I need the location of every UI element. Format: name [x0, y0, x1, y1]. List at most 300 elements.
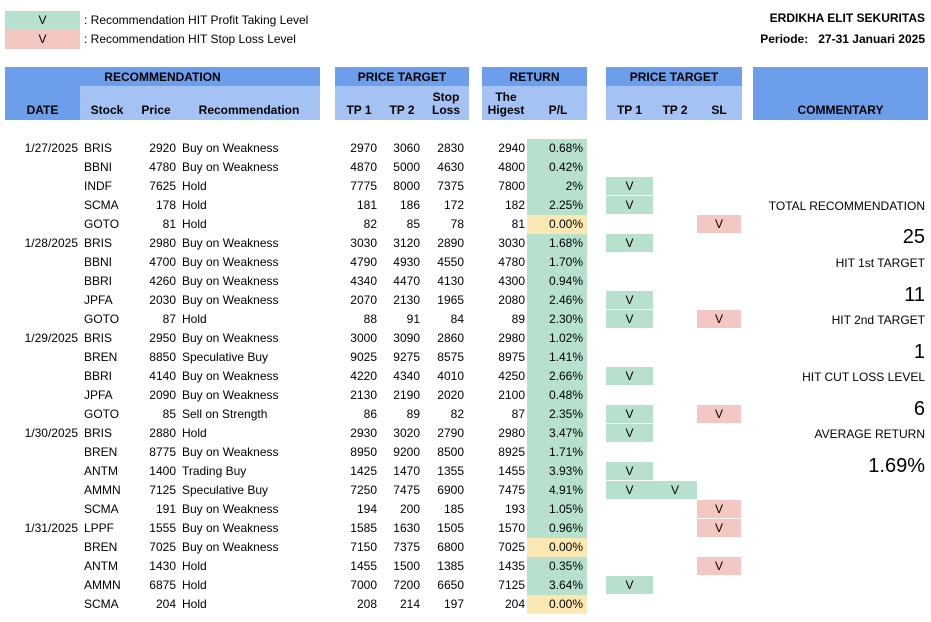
cell-tp1: 7150	[350, 540, 377, 554]
cell-pl: 0.35%	[527, 557, 587, 576]
cell-price: 81	[162, 217, 176, 231]
table-row	[0, 272, 931, 291]
cell-hit-tp1	[606, 348, 653, 367]
period-value: 27-31 Januari 2025	[818, 32, 925, 46]
cell-highest: 8975	[498, 350, 525, 364]
cell-hit-sl	[697, 177, 741, 196]
cell-stop-loss: 1505	[437, 521, 464, 535]
cell-price: 2920	[149, 141, 176, 155]
cell-date	[5, 310, 78, 329]
header-highest: The Higest	[487, 90, 525, 117]
table-row	[0, 576, 931, 595]
cell-tp1: 4340	[350, 274, 377, 288]
cell-price: 2980	[149, 236, 176, 250]
cell-stop-loss: 78	[450, 217, 464, 231]
cell-hit-tp1: V	[606, 177, 653, 195]
cell-date	[5, 272, 78, 291]
cell-pl: 0.68%	[527, 139, 587, 158]
cell-stock: BREN	[84, 540, 118, 554]
cell-recommendation: Speculative Buy	[182, 483, 269, 497]
cell-highest: 1455	[498, 464, 525, 478]
cell-date	[5, 405, 78, 424]
cell-hit-tp2	[653, 348, 697, 367]
cell-date	[5, 348, 78, 367]
cell-stop-loss: 197	[443, 597, 464, 611]
cell-recommendation: Hold	[182, 312, 207, 326]
cell-hit-tp1	[606, 329, 653, 348]
cell-stock: GOTO	[84, 407, 120, 421]
cell-hit-tp2	[653, 234, 697, 253]
header-stop-loss: Stop Loss	[431, 90, 460, 117]
cell-tp1: 2930	[350, 426, 377, 440]
cell-stock: BRIS	[84, 426, 113, 440]
cell-recommendation: Trading Buy	[182, 464, 247, 478]
cell-hit-tp1	[606, 519, 653, 538]
cell-hit-tp2	[653, 272, 697, 291]
cell-price: 87	[162, 312, 176, 326]
cell-hit-tp1: V	[606, 405, 653, 423]
cell-pl: 2.46%	[527, 291, 587, 310]
cell-tp2: 2130	[393, 293, 420, 307]
table-row	[0, 234, 931, 253]
table-row	[0, 158, 931, 177]
cell-hit-tp2	[653, 462, 697, 481]
cell-highest: 3030	[498, 236, 525, 250]
cell-hit-sl	[697, 462, 741, 481]
cell-pl: 0.00%	[527, 595, 587, 614]
cell-stop-loss: 4630	[437, 160, 464, 174]
cell-stop-loss: 6650	[437, 578, 464, 592]
header-commentary-title: COMMENTARY	[797, 103, 884, 117]
cell-tp1: 2070	[350, 293, 377, 307]
cell-date	[5, 253, 78, 272]
table-row	[0, 557, 931, 576]
cell-hit-sl	[697, 348, 741, 367]
cell-pl: 1.41%	[527, 348, 587, 367]
cell-highest: 87	[511, 407, 525, 421]
cell-hit-sl	[697, 139, 741, 158]
cell-hit-tp1: V	[606, 424, 653, 442]
cell-stock: BBRI	[84, 274, 113, 288]
cell-date	[5, 158, 78, 177]
cell-hit-sl	[697, 196, 741, 215]
cell-hit-tp1	[606, 272, 653, 291]
cell-stop-loss: 6900	[437, 483, 464, 497]
cell-stop-loss: 4550	[437, 255, 464, 269]
cell-tp1: 2130	[350, 388, 377, 402]
cell-tp2: 4930	[393, 255, 420, 269]
cell-date: 1/30/2025	[24, 426, 78, 440]
cell-hit-tp1	[606, 253, 653, 272]
cell-recommendation: Buy on Weakness	[182, 388, 279, 402]
header-return-title: RETURN	[509, 70, 560, 84]
table-row	[0, 443, 931, 462]
cell-price: 2090	[149, 388, 176, 402]
hit-1st-target-label: HIT 1st TARGET	[835, 256, 925, 270]
cell-price: 1555	[149, 521, 176, 535]
cell-stop-loss: 1965	[437, 293, 464, 307]
cell-pl: 0.94%	[527, 272, 587, 291]
cell-recommendation: Buy on Weakness	[182, 521, 279, 535]
cell-stop-loss: 2890	[437, 236, 464, 250]
cell-hit-tp1: V	[606, 234, 653, 252]
cell-hit-tp2	[653, 576, 697, 595]
cell-hit-sl	[697, 538, 741, 557]
cell-stop-loss: 2830	[437, 141, 464, 155]
table-row	[0, 310, 931, 329]
cell-hit-tp2	[653, 500, 697, 519]
cell-hit-sl: V	[697, 310, 741, 328]
cell-recommendation: Buy on Weakness	[182, 274, 279, 288]
average-return-value: 1.69%	[868, 455, 925, 477]
cell-hit-sl	[697, 367, 741, 386]
cell-hit-sl	[697, 234, 741, 253]
cell-recommendation: Buy on Weakness	[182, 255, 279, 269]
cell-stock: BREN	[84, 350, 118, 364]
cell-recommendation: Hold	[182, 179, 207, 193]
cell-highest: 2940	[498, 141, 525, 155]
cell-stock: LPPF	[84, 521, 115, 535]
cell-tp2: 8000	[393, 179, 420, 193]
cell-tp1: 1425	[350, 464, 377, 478]
cell-date: 1/31/2025	[24, 521, 78, 535]
cell-date	[5, 538, 78, 557]
cell-highest: 4250	[498, 369, 525, 383]
cell-tp1: 4220	[350, 369, 377, 383]
cell-hit-tp1	[606, 595, 653, 614]
cell-date: 1/29/2025	[24, 331, 78, 345]
table-row	[0, 424, 931, 443]
cell-stock: SCMA	[84, 597, 119, 611]
cell-hit-tp2	[653, 367, 697, 386]
cell-stop-loss: 82	[450, 407, 464, 421]
cell-stock: BBNI	[84, 160, 113, 174]
cell-tp2: 5000	[393, 160, 420, 174]
hit-2nd-target-label: HIT 2nd TARGET	[831, 313, 925, 327]
cell-hit-sl	[697, 576, 741, 595]
cell-stock: GOTO	[84, 217, 120, 231]
cell-tp1: 194	[356, 502, 377, 516]
cell-hit-tp2	[653, 557, 697, 576]
table-row	[0, 519, 931, 538]
total-recommendation-label: TOTAL RECOMMENDATION	[768, 199, 925, 213]
cell-date	[5, 215, 78, 234]
cell-stop-loss: 84	[450, 312, 464, 326]
cell-date	[5, 386, 78, 405]
cell-tp2: 186	[399, 198, 420, 212]
cell-price: 1430	[149, 559, 176, 573]
cell-tp1: 7000	[350, 578, 377, 592]
cell-recommendation: Buy on Weakness	[182, 540, 279, 554]
cell-tp1: 4790	[350, 255, 377, 269]
cell-hit-sl: V	[697, 500, 741, 518]
cell-pl: 3.47%	[527, 424, 587, 443]
cell-tp2: 3020	[393, 426, 420, 440]
cell-price: 2950	[149, 331, 176, 345]
cell-highest: 1435	[498, 559, 525, 573]
legend-tp-text: : Recommendation HIT Profit Taking Level	[84, 13, 309, 27]
cell-hit-tp2	[653, 595, 697, 614]
hit-2nd-target-value: 1	[913, 341, 925, 363]
cell-price: 4140	[149, 369, 176, 383]
table-row	[0, 595, 931, 614]
cell-stock: SCMA	[84, 502, 119, 516]
cell-hit-tp2	[653, 177, 697, 196]
cell-stop-loss: 7375	[437, 179, 464, 193]
cell-tp2: 200	[399, 502, 420, 516]
cell-tp1: 4870	[350, 160, 377, 174]
cell-tp2: 91	[406, 312, 420, 326]
cell-price: 4260	[149, 274, 176, 288]
cell-price: 85	[162, 407, 176, 421]
cell-pl: 0.00%	[527, 538, 587, 557]
average-return-label: AVERAGE RETURN	[814, 427, 925, 441]
cell-hit-tp2	[653, 253, 697, 272]
table-row	[0, 291, 931, 310]
cell-stock: ANTM	[84, 464, 118, 478]
cell-price: 1400	[149, 464, 176, 478]
cell-hit-tp2	[653, 291, 697, 310]
cell-date	[5, 291, 78, 310]
header-price: Price	[141, 103, 171, 117]
hit-1st-target-value: 11	[904, 284, 925, 306]
cell-price: 2880	[149, 426, 176, 440]
cell-recommendation: Buy on Weakness	[182, 160, 279, 174]
cell-recommendation: Buy on Weakness	[182, 369, 279, 383]
cell-hit-tp2	[653, 443, 697, 462]
cell-stop-loss: 8575	[437, 350, 464, 364]
cell-date	[5, 196, 78, 215]
cell-hit-tp1: V	[606, 576, 653, 594]
cell-tp2: 7475	[393, 483, 420, 497]
cell-pl: 1.71%	[527, 443, 587, 462]
cell-date	[5, 443, 78, 462]
cell-price: 8775	[149, 445, 176, 459]
cell-recommendation: Hold	[182, 217, 207, 231]
header-recommendation-col: Recommendation	[198, 103, 300, 117]
cell-pl: 4.91%	[527, 481, 587, 500]
table-row	[0, 481, 931, 500]
table-row	[0, 405, 931, 424]
cell-price: 7025	[149, 540, 176, 554]
cell-hit-tp2	[653, 386, 697, 405]
cell-hit-tp2	[653, 424, 697, 443]
cell-stop-loss: 8500	[437, 445, 464, 459]
cell-date	[5, 481, 78, 500]
cell-highest: 2980	[498, 331, 525, 345]
cell-tp2: 1630	[393, 521, 420, 535]
cell-pl: 0.96%	[527, 519, 587, 538]
cell-highest: 4300	[498, 274, 525, 288]
cell-hit-sl	[697, 158, 741, 177]
cell-recommendation: Buy on Weakness	[182, 236, 279, 250]
cell-tp2: 9200	[393, 445, 420, 459]
cell-stock: BBRI	[84, 369, 113, 383]
cell-tp1: 88	[363, 312, 377, 326]
cell-price: 4700	[149, 255, 176, 269]
cell-hit-tp1: V	[606, 291, 653, 309]
cell-stop-loss: 4010	[437, 369, 464, 383]
period	[760, 32, 925, 46]
cell-hit-tp1: V	[606, 481, 653, 499]
cell-pl: 1.05%	[527, 500, 587, 519]
cell-hit-sl: V	[697, 215, 741, 233]
cell-hit-tp1: V	[606, 310, 653, 328]
cell-price: 178	[155, 198, 176, 212]
cell-hit-tp1	[606, 139, 653, 158]
cell-recommendation: Buy on Weakness	[182, 331, 279, 345]
table-row	[0, 462, 931, 481]
header-stock: Stock	[90, 103, 124, 117]
cell-price: 8850	[149, 350, 176, 364]
cell-recommendation: Buy on Weakness	[182, 141, 279, 155]
cell-hit-sl: V	[697, 405, 741, 423]
header-hit-sl: SL	[711, 103, 727, 117]
cell-hit-tp1	[606, 538, 653, 557]
cell-hit-tp2: V	[653, 481, 697, 499]
cell-stock: SCMA	[84, 198, 119, 212]
cell-tp1: 3000	[350, 331, 377, 345]
cell-recommendation: Hold	[182, 597, 207, 611]
cell-hit-sl: V	[697, 557, 741, 575]
cell-price: 6875	[149, 578, 176, 592]
cell-stock: BRIS	[84, 141, 113, 155]
cell-highest: 2080	[498, 293, 525, 307]
cell-tp1: 9025	[350, 350, 377, 364]
header-date: DATE	[26, 103, 59, 117]
cell-highest: 4780	[498, 255, 525, 269]
cell-highest: 182	[504, 198, 525, 212]
cell-hit-tp2	[653, 538, 697, 557]
cell-tp2: 3120	[393, 236, 420, 250]
cell-tp2: 4470	[393, 274, 420, 288]
cell-price: 7625	[149, 179, 176, 193]
cell-recommendation: Hold	[182, 559, 207, 573]
cell-hit-tp2	[653, 158, 697, 177]
cell-pl: 0.42%	[527, 158, 587, 177]
table-row	[0, 253, 931, 272]
cell-highest: 1570	[498, 521, 525, 535]
table-row	[0, 329, 931, 348]
cell-date: 1/28/2025	[24, 236, 78, 250]
header-tp2: TP 2	[389, 103, 415, 117]
cell-tp1: 82	[363, 217, 377, 231]
cell-stop-loss: 1355	[437, 464, 464, 478]
cell-pl: 0.48%	[527, 386, 587, 405]
cell-hit-sl	[697, 291, 741, 310]
cell-hit-tp2	[653, 329, 697, 348]
cell-price: 4780	[149, 160, 176, 174]
cell-highest: 7800	[498, 179, 525, 193]
cell-highest: 89	[511, 312, 525, 326]
cell-stop-loss: 2860	[437, 331, 464, 345]
cell-hit-tp2	[653, 139, 697, 158]
cell-price: 204	[155, 597, 176, 611]
cell-stop-loss: 185	[443, 502, 464, 516]
cell-tp1: 86	[363, 407, 377, 421]
cell-pl: 1.70%	[527, 253, 587, 272]
table-row	[0, 538, 931, 557]
cell-pl: 2.25%	[527, 196, 587, 215]
cell-hit-tp2	[653, 405, 697, 424]
cell-highest: 8925	[498, 445, 525, 459]
cell-stop-loss: 172	[443, 198, 464, 212]
cell-hit-sl	[697, 253, 741, 272]
cell-tp1: 3030	[350, 236, 377, 250]
cell-stop-loss: 4130	[437, 274, 464, 288]
cell-stop-loss: 6800	[437, 540, 464, 554]
cell-date	[5, 367, 78, 386]
cell-highest: 81	[511, 217, 525, 231]
cell-pl: 1.68%	[527, 234, 587, 253]
cell-hit-tp2	[653, 196, 697, 215]
table-row	[0, 386, 931, 405]
cell-hit-sl	[697, 443, 741, 462]
cell-stock: AMMN	[84, 578, 121, 592]
cell-date	[5, 500, 78, 519]
cell-tp2: 7200	[393, 578, 420, 592]
table-row	[0, 215, 931, 234]
cell-price: 7125	[149, 483, 176, 497]
cell-hit-sl	[697, 386, 741, 405]
cell-recommendation: Hold	[182, 426, 207, 440]
cell-hit-sl	[697, 595, 741, 614]
cell-pl: 2%	[527, 177, 587, 196]
cell-stock: AMMN	[84, 483, 121, 497]
cell-highest: 204	[504, 597, 525, 611]
cell-tp2: 85	[406, 217, 420, 231]
cell-hit-sl: V	[697, 519, 741, 537]
cell-highest: 193	[504, 502, 525, 516]
cell-hit-tp1: V	[606, 367, 653, 385]
cell-tp2: 3060	[393, 141, 420, 155]
cell-stock: BREN	[84, 445, 118, 459]
cell-tp1: 208	[356, 597, 377, 611]
cell-tp2: 89	[406, 407, 420, 421]
cell-pl: 3.93%	[527, 462, 587, 481]
cell-date: 1/27/2025	[24, 141, 78, 155]
legend-sl-swatch: V	[5, 30, 80, 49]
company-name: ERDIKHA ELIT SEKURITAS	[769, 11, 925, 25]
cell-hit-tp2	[653, 310, 697, 329]
cell-highest: 7025	[498, 540, 525, 554]
table-row	[0, 500, 931, 519]
cell-recommendation: Buy on Weakness	[182, 293, 279, 307]
legend-tp-swatch: V	[5, 11, 80, 30]
cell-hit-sl	[697, 481, 741, 500]
cell-tp1: 8950	[350, 445, 377, 459]
cell-tp1: 181	[356, 198, 377, 212]
cell-hit-tp1	[606, 500, 653, 519]
cell-tp2: 214	[399, 597, 420, 611]
table-row	[0, 367, 931, 386]
cell-recommendation: Buy on Weakness	[182, 445, 279, 459]
cell-stock: BRIS	[84, 236, 113, 250]
cell-date	[5, 462, 78, 481]
cell-hit-tp1	[606, 443, 653, 462]
header-tp1: TP 1	[346, 103, 372, 117]
cell-date	[5, 177, 78, 196]
cell-highest: 7125	[498, 578, 525, 592]
cell-tp2: 4340	[393, 369, 420, 383]
cell-hit-sl	[697, 272, 741, 291]
cell-hit-tp1	[606, 386, 653, 405]
cell-tp2: 1500	[393, 559, 420, 573]
cell-stock: ANTM	[84, 559, 118, 573]
cell-hit-tp1	[606, 557, 653, 576]
cell-tp2: 1470	[393, 464, 420, 478]
table-row	[0, 177, 931, 196]
